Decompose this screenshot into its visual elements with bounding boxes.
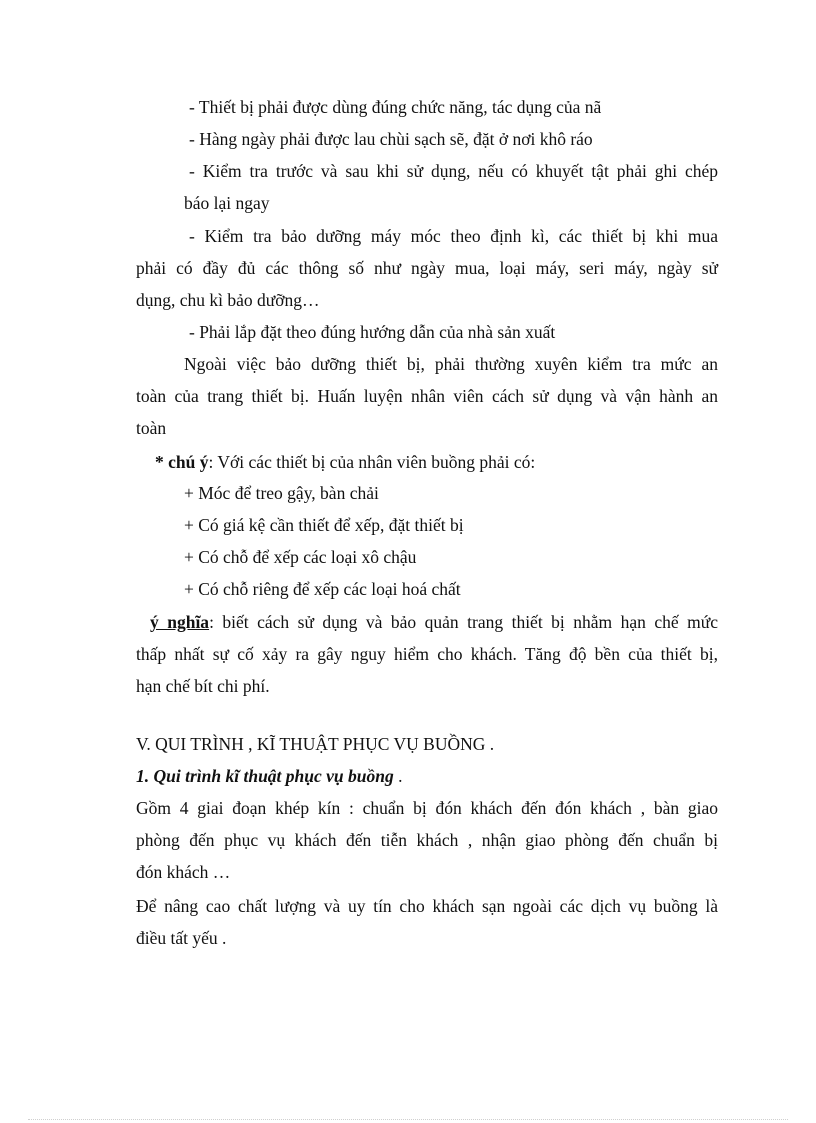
bullet-cleaning: - Hàng ngày phải được lau chùi sạch sẽ, đặt ở nơi khô ráo: [189, 129, 593, 149]
note-item-buckets: + Có chỗ để xếp các loại xô chậu: [184, 547, 417, 567]
bullet-maintenance: - Kiểm tra bảo dưỡng máy móc theo định kì, các thiết bị khi mua: [189, 226, 718, 246]
safety-paragraph-line1: Ngoài việc bảo dưỡng thiết bị, phải thường xuyên kiểm tra mức an: [184, 354, 718, 374]
note-text: : Với các thiết bị của nhân viên buồng phải có:: [208, 452, 536, 472]
bullet-function: - Thiết bị phải được dùng đúng chức năng, tác dụng của nã: [189, 97, 602, 117]
note-item-shelves: + Có giá kệ cần thiết để xếp, đặt thiết bị: [184, 515, 464, 535]
page-bottom-divider: [28, 1119, 788, 1120]
note-item-chemicals: + Có chỗ riêng để xếp các loại hoá chất: [184, 579, 461, 599]
subsection-suffix: .: [393, 766, 403, 786]
bullet-inspection-cont: báo lại ngay: [184, 193, 270, 213]
meaning-line1: [150, 611, 718, 633]
meaning-line2: thấp nhất sự cố xảy ra gây nguy hiểm cho khách. Tăng độ bền của thiết bị,: [136, 644, 718, 664]
note-line: [155, 451, 535, 473]
bullet-inspection: - Kiểm tra trước và sau khi sử dụng, nếu có khuyết tật phải ghi chép: [189, 161, 718, 181]
bullet-installation: - Phải lắp đặt theo đúng hướng dẫn của nhà sản xuất: [189, 322, 556, 342]
safety-paragraph-line2: toàn của trang thiết bị. Huấn luyện nhân viên cách sử dụng và vận hành an: [136, 386, 718, 406]
subsection-heading: [136, 765, 402, 787]
meaning-label: ý nghĩa: [150, 612, 210, 632]
meaning-text: : biết cách sử dụng và bảo quản trang thiết bị nhằm hạn chế mức: [209, 612, 718, 632]
process-paragraph-line2: phòng đến phục vụ khách đến tiễn khách , nhận giao phòng đến chuẩn bị: [136, 830, 718, 850]
closing-paragraph-line1: Để nâng cao chất lượng và uy tín cho khách sạn ngoài các dịch vụ buồng là: [136, 896, 718, 916]
bullet-maintenance-cont: phải có đầy đủ các thông số như ngày mua, loại máy, seri máy, ngày sử: [136, 258, 718, 278]
process-paragraph-line1: Gồm 4 giai đoạn khép kín : chuẩn bị đón khách đến đón khách , bàn giao: [136, 798, 718, 818]
safety-paragraph-line3: toàn: [136, 418, 167, 438]
note-item-hooks: + Móc để treo gậy, bàn chải: [184, 483, 379, 503]
bullet-maintenance-end: dụng, chu kì bảo dưỡng…: [136, 290, 320, 310]
note-label: * chú ý: [155, 452, 209, 472]
closing-paragraph-line2: điều tất yếu .: [136, 928, 227, 948]
meaning-line3: hạn chế bít chi phí.: [136, 676, 270, 696]
section-heading: V. QUI TRÌNH , KĨ THUẬT PHỤC VỤ BUỒNG .: [136, 734, 495, 754]
process-paragraph-line3: đón khách …: [136, 862, 231, 882]
subsection-title: 1. Qui trình kĩ thuật phục vụ buồng: [136, 766, 394, 786]
